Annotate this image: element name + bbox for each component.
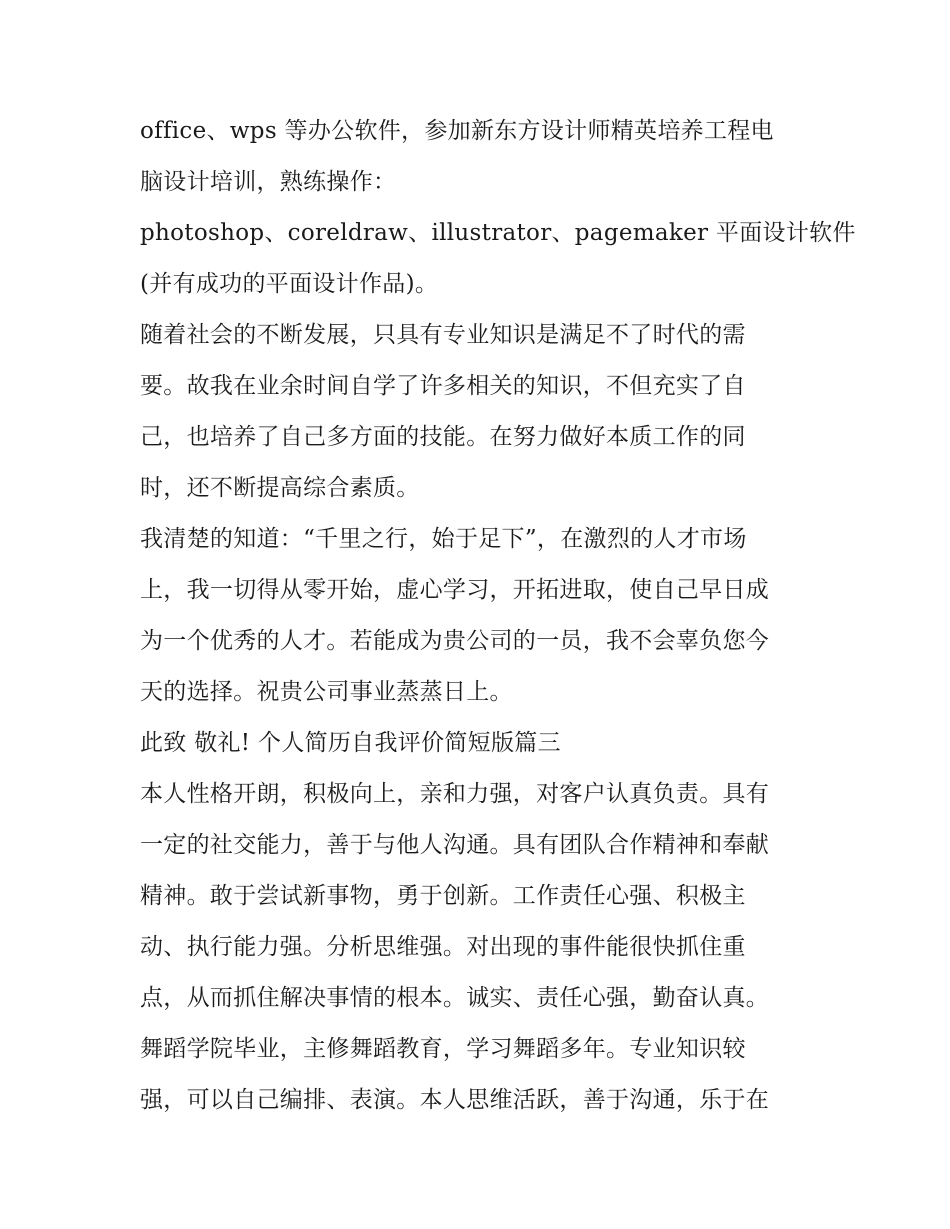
text-line: 动、执行能力强。分析思维强。对出现的事件能很快抓住重 xyxy=(140,934,746,960)
text-line: 天的选择。祝贵公司事业蒸蒸日上。 xyxy=(140,679,513,705)
text-line: photoshop、coreldraw、illustrator、pagemaker 平面设计软件 xyxy=(140,220,856,246)
text-line: 本人性格开朗，积极向上，亲和力强，对客户认真负责。具有 xyxy=(140,781,770,807)
text-line: office、wps 等办公软件，参加新东方设计师精英培养工程电 xyxy=(140,118,774,144)
document-body xyxy=(140,106,856,1126)
text-line: 己，也培养了自己多方面的技能。在努力做好本质工作的同 xyxy=(140,424,746,450)
text-line: 精神。敢于尝试新事物，勇于创新。工作责任心强、积极主 xyxy=(140,883,746,909)
text-line: 要。故我在业余时间自学了许多相关的知识，不但充实了自 xyxy=(140,373,746,399)
text-line: 上，我一切得从零开始，虚心学习，开拓进取，使自己早日成 xyxy=(140,577,770,603)
text-line: 我清楚的知道：“千里之行，始于足下”，在激烈的人才市场 xyxy=(140,526,747,552)
text-line: 为一个优秀的人才。若能成为贵公司的一员，我不会辜负您今 xyxy=(140,628,770,654)
text-line: 时，还不断提高综合素质。 xyxy=(140,475,420,501)
text-line: (并有成功的平面设计作品)。 xyxy=(140,271,439,297)
text-line: 随着社会的不断发展，只具有专业知识是满足不了时代的需 xyxy=(140,322,746,348)
text-line: 舞蹈学院毕业，主修舞蹈教育，学习舞蹈多年。专业知识较 xyxy=(140,1036,746,1062)
text-line: 脑设计培训，熟练操作： xyxy=(140,169,397,195)
text-line: 强，可以自己编排、表演。本人思维活跃，善于沟通，乐于在 xyxy=(140,1087,770,1113)
text-line: 点，从而抓住解决事情的根本。诚实、责任心强，勤奋认真。 xyxy=(140,985,770,1011)
section-heading: 此致 敬礼! 个人简历自我评价简短版篇三 xyxy=(140,730,561,756)
text-line: 一定的社交能力，善于与他人沟通。具有团队合作精神和奉献 xyxy=(140,832,770,858)
